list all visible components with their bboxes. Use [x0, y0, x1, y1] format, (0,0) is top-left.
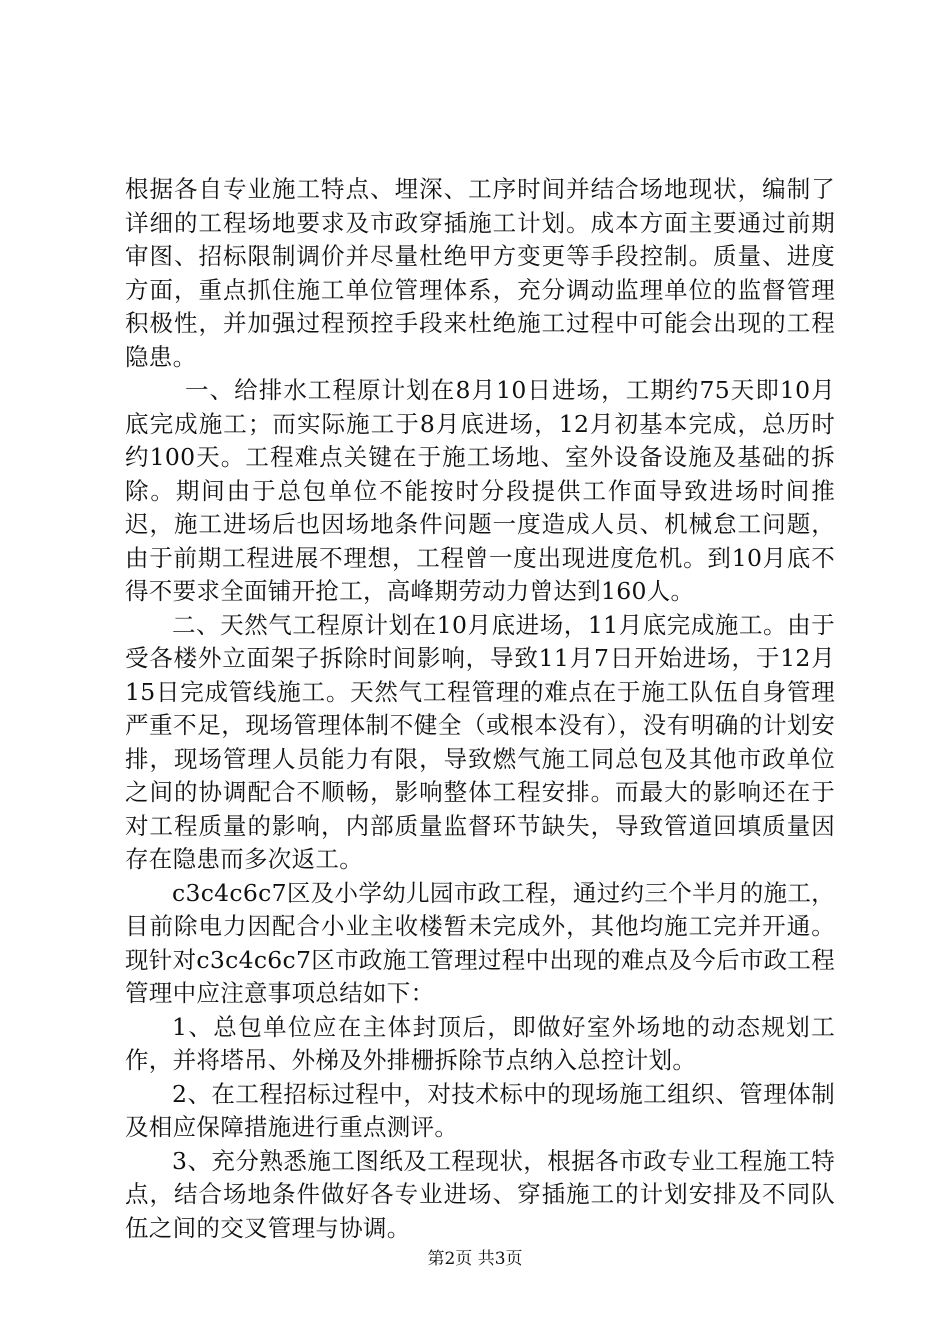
paragraph-item-2: 2、在工程招标过程中，对技术标中的现场施工组织、管理体制及相应保障措施进行重点测评。: [125, 1079, 835, 1141]
paragraph-water-supply: 一、给排水工程原计划在8月10日进场，工期约75天即10月底完成施工；而实际施工于8月底进场，12月初基本完成，总历时约100天。工程难点关键在于施工场地、室外设备设施及基础的拆除。期间由于总包单位不能按时分段提供工作面导致进场时间推迟，施工进场后也因场地条件问题一度造成人员、机械怠工问题，由于前期工程进展不理想，工程曾一度出现进度危机。到10月底不得不要求全面铺开抢工，高峰期劳动力曾达到160人。: [125, 376, 835, 605]
paragraph-summary-intro: c3c4c6c7区及小学幼儿园市政工程，通过约三个半月的施工，目前除电力因配合小业主收楼暂未完成外，其他均施工完并开通。现针对c3c4c6c7区市政施工管理过程中出现的难点及今后市政工程管理中应注意事项总结如下：: [125, 878, 835, 1007]
page-number-footer: 第2页 共3页: [427, 1249, 523, 1269]
paragraph-item-3: 3、充分熟悉施工图纸及工程现状，根据各市政专业工程施工特点，结合场地条件做好各专业进场、穿插施工的计划安排及不同队伍之间的交叉管理与协调。: [125, 1146, 835, 1242]
paragraph-item-1: 1、总包单位应在主体封顶后，即做好室外场地的动态规划工作，并将塔吊、外梯及外排栅拆除节点纳入总控计划。: [125, 1012, 835, 1074]
paragraph-natural-gas: 二、天然气工程原计划在10月底进场，11月底完成施工。由于受各楼外立面架子拆除时间影响，导致11月7日开始进场，于12月15日完成管线施工。天然气工程管理的难点在于施工队伍自身管理严重不足，现场管理体制不健全（或根本没有），没有明确的计划安排，现场管理人员能力有限，导致燃气施工同总包及其他市政单位之间的协调配合不顺畅，影响整体工程安排。而最大的影响还在于对工程质量的影响，内部质量监督环节缺失，导致管道回填质量因存在隐患而多次返工。: [125, 610, 835, 873]
paragraph-intro: 根据各自专业施工特点、埋深、工序时间并结合场地现状，编制了详细的工程场地要求及市政穿插施工计划。成本方面主要通过前期审图、招标限制调价并尽量杜绝甲方变更等手段控制。质量、进度方面，重点抓住施工单位管理体系，充分调动监理单位的监督管理积极性，并加强过程预控手段来杜绝施工过程中可能会出现的工程隐患。: [125, 175, 835, 371]
document-body: [125, 173, 835, 1245]
